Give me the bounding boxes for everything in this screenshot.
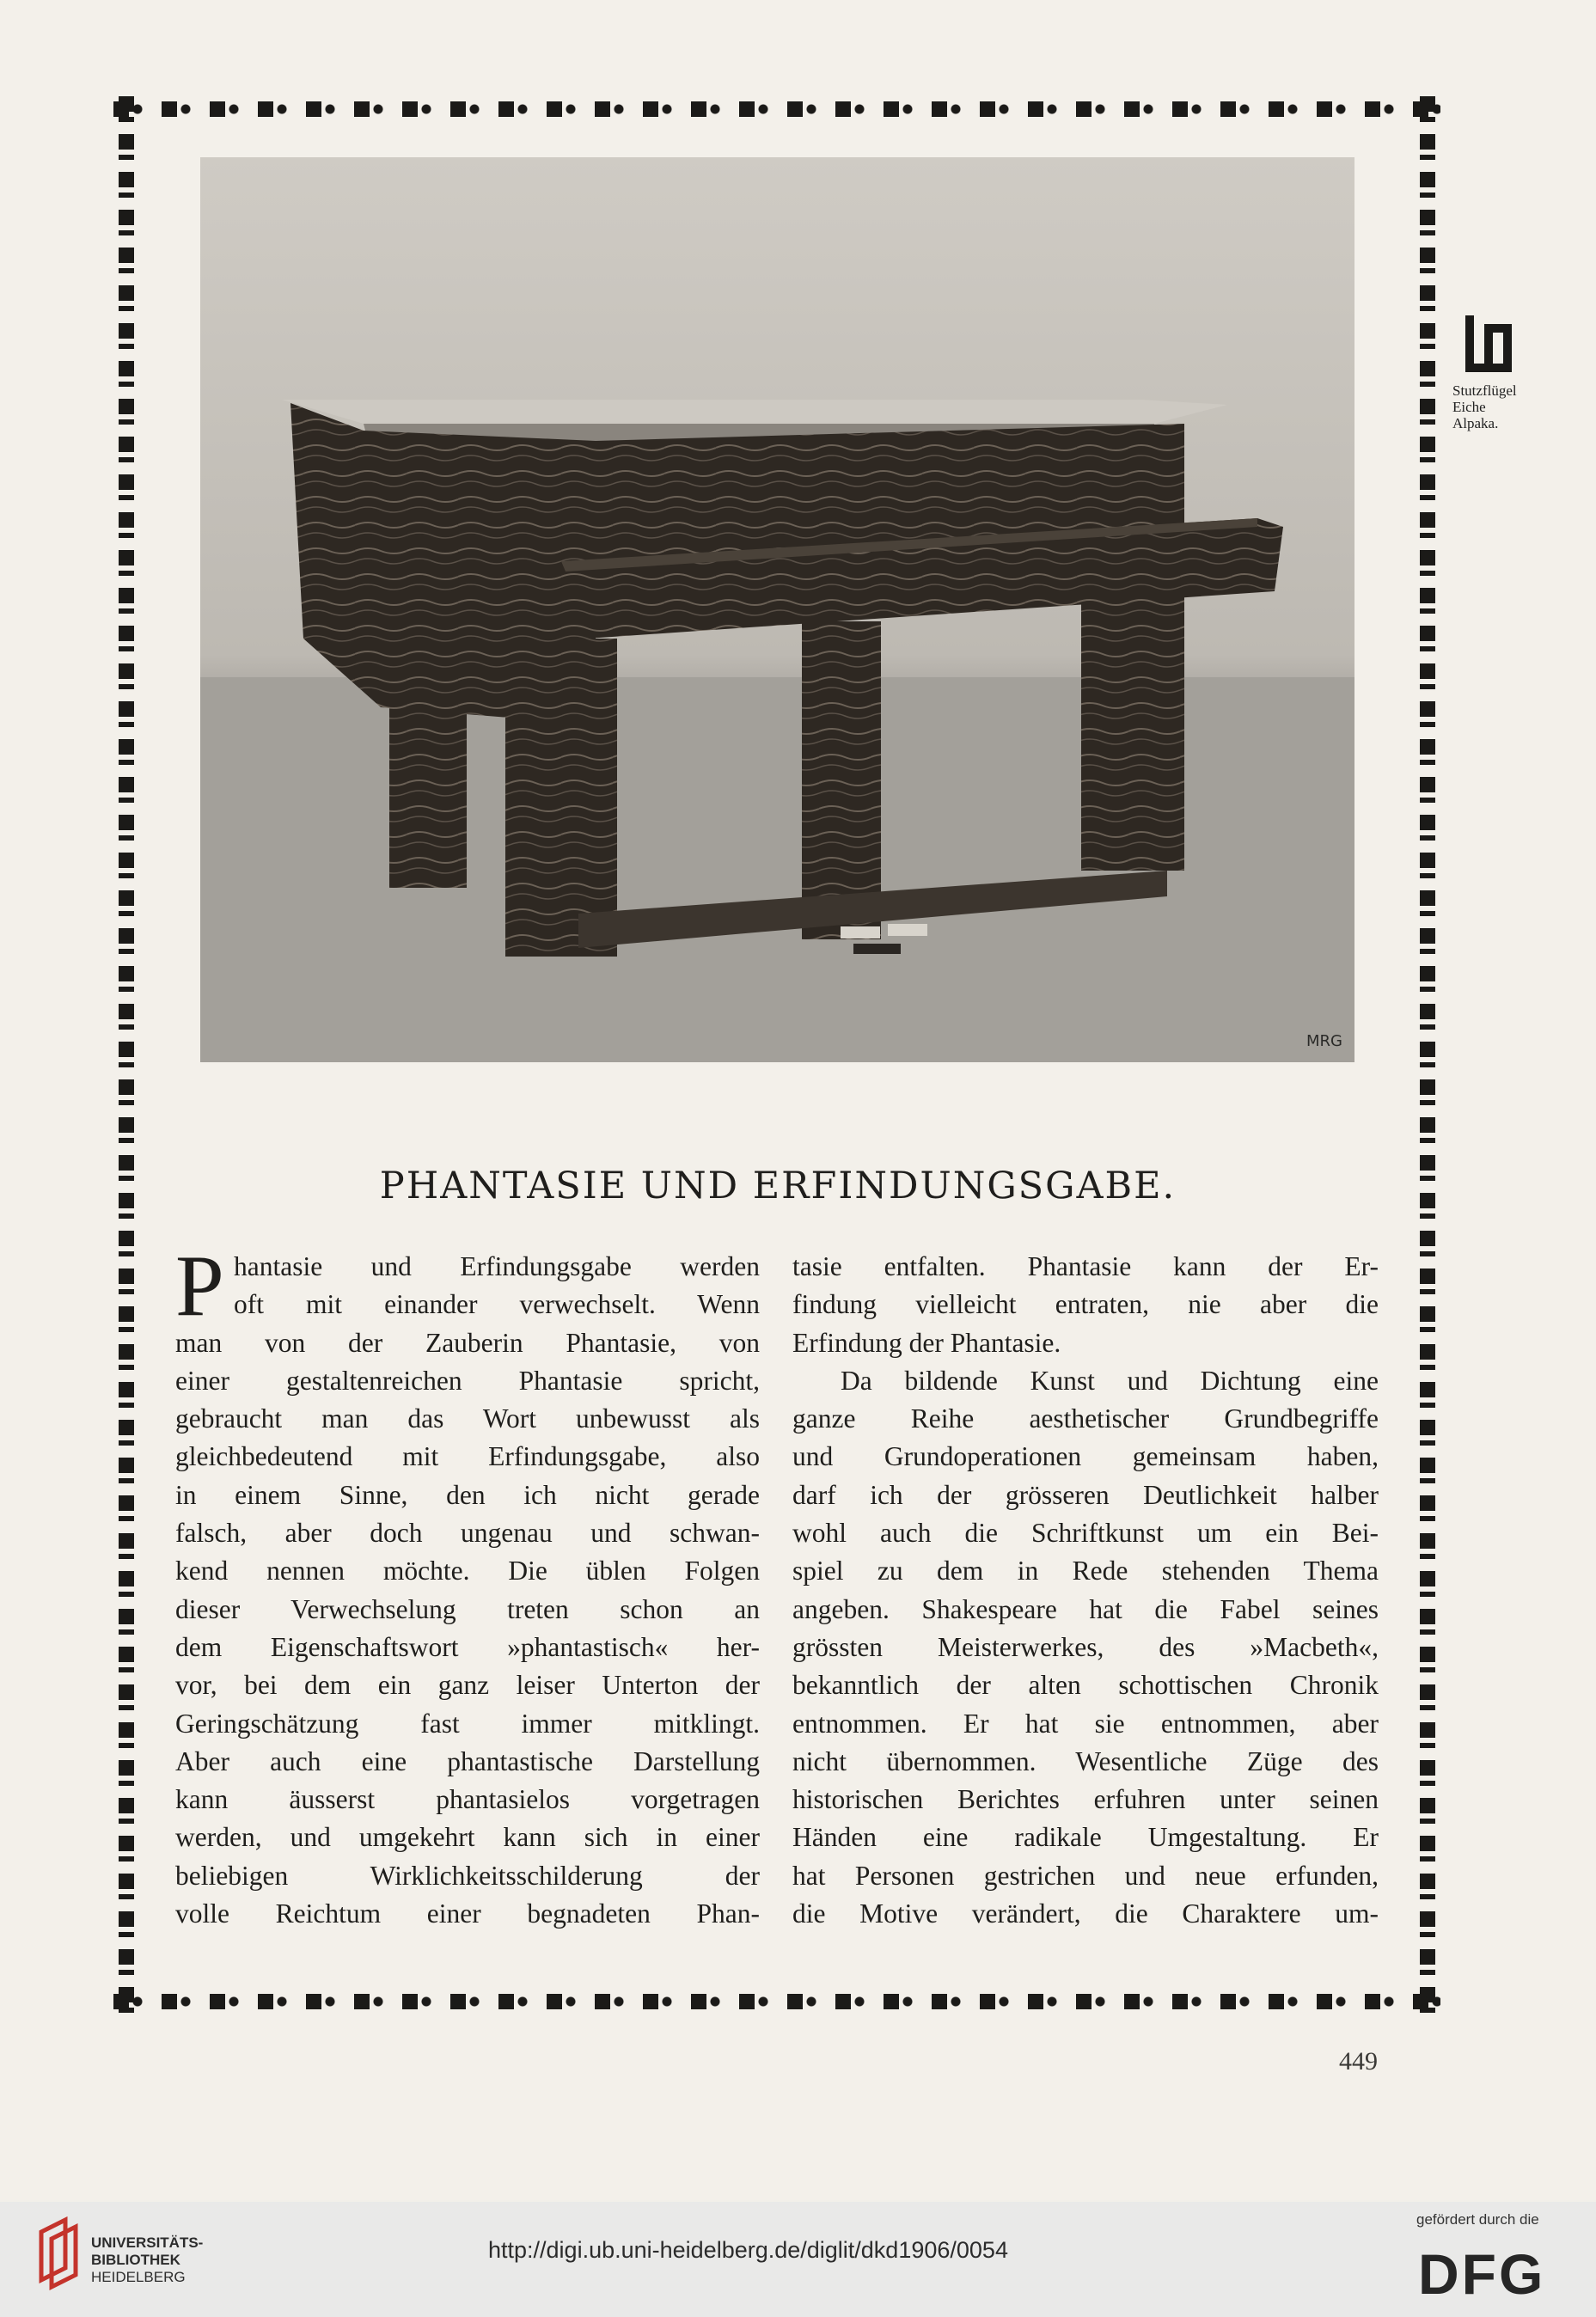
piano-illustration — [200, 157, 1354, 1062]
piano-photo — [200, 157, 1354, 1062]
text-line: Händen eine radikale Umgestaltung. Er — [792, 1822, 1379, 1853]
text-line: falsch, aber doch ungenau und schwan- — [175, 1518, 760, 1549]
drop-cap: P — [175, 1238, 224, 1335]
text-line: grössten Meisterwerkes, des »Macbeth«, — [792, 1631, 1379, 1662]
text-line: beliebigen Wirklichkeitsschilderung der — [175, 1860, 760, 1891]
border-top — [113, 96, 1440, 122]
text-line: Geringschätzung fast immer mitklingt. — [175, 1708, 760, 1739]
text-line: spiel zu dem in Rede stehenden Thema — [792, 1556, 1379, 1586]
text-line: kann äusserst phantasielos vorgetragen — [175, 1784, 760, 1815]
text-line: werden, und umgekehrt kann sich in einer — [175, 1822, 760, 1853]
page-number: 449 — [1339, 2047, 1378, 2076]
caption-line: Eiche — [1452, 399, 1486, 415]
text-line: gebraucht man das Wort unbewusst als — [175, 1403, 760, 1434]
dfg-logo: DFG — [1418, 2242, 1546, 2306]
library-name — [91, 2234, 203, 2286]
right-column — [792, 1248, 1379, 1933]
article-title: PHANTASIE UND ERFINDUNGSGABE. — [379, 1165, 1177, 1207]
university-library-logo-icon — [34, 2216, 86, 2294]
text-line: Da bildende Kunst und Dichtung eine — [841, 1365, 1379, 1396]
text-line: dieser Verwechselung treten schon an — [175, 1593, 760, 1624]
border-left — [113, 96, 139, 2014]
text-line: entnommen. Er hat sie entnommen, aber — [792, 1708, 1379, 1739]
text-line: oft mit einander verwechselt. Wenn — [234, 1289, 760, 1320]
border-bottom — [113, 1989, 1440, 2014]
text-line: die Motive verändert, die Charaktere um- — [792, 1898, 1379, 1929]
caption-line: Stutzflügel — [1452, 382, 1517, 399]
text-line: und Grundoperationen gemeinsam haben, — [792, 1441, 1379, 1472]
text-line: wohl auch die Schriftkunst um ein Bei- — [792, 1518, 1379, 1549]
text-line: findung vielleicht entraten, nie aber die — [792, 1289, 1379, 1320]
text-line: tasie entfalten. Phantasie kann der Er- — [792, 1251, 1379, 1281]
left-column — [175, 1238, 760, 1933]
text-line: in einem Sinne, den ich nicht gerade — [175, 1479, 760, 1510]
library-line: HEIDELBERG — [91, 2269, 186, 2285]
text-line: hantasie und Erfindungsgabe werden — [234, 1251, 760, 1281]
text-line: darf ich der grösseren Deutlichkeit halber — [792, 1479, 1379, 1510]
text-line: Erfindung der Phantasie. — [792, 1327, 1061, 1358]
photo-signature: MRG — [1306, 1032, 1342, 1050]
text-line: ganze Reihe aesthetischer Grundbegriffe — [792, 1403, 1379, 1434]
text-line: historischen Berichtes erfuhren unter seinen — [792, 1784, 1379, 1815]
monogram-icon — [1464, 314, 1513, 374]
text-line: hat Personen gestrichen und neue erfunden, — [792, 1860, 1379, 1891]
text-line: man von der Zauberin Phantasie, von — [175, 1327, 760, 1358]
library-line: BIBLIOTHEK — [91, 2252, 180, 2268]
border-right — [1415, 96, 1440, 2014]
text-line: gleichbedeutend mit Erfindungsgabe, also — [175, 1441, 760, 1472]
library-line: UNIVERSITÄTS- — [91, 2234, 204, 2251]
text-line: nicht übernommen. Wesentliche Züge des — [792, 1745, 1379, 1776]
digital-copy-link[interactable]: http://digi.ub.uni-heidelberg.de/diglit/dkd1906/0054 — [488, 2237, 1008, 2263]
side-caption — [1452, 382, 1556, 431]
funding-label: gefördert durch die — [1416, 2211, 1539, 2228]
text-line: bekanntlich der alten schottischen Chronik — [792, 1670, 1379, 1701]
caption-line: Alpaka. — [1452, 415, 1499, 431]
text-line: angeben. Shakespeare hat die Fabel seines — [792, 1593, 1379, 1624]
text-line: volle Reichtum einer begnadeten Phan- — [175, 1898, 760, 1929]
text-line: einer gestaltenreichen Phantasie spricht, — [175, 1365, 760, 1396]
text-line: kend nennen möchte. Die üblen Folgen — [175, 1556, 760, 1586]
text-line: dem Eigenschaftswort »phantastisch« her- — [175, 1631, 760, 1662]
text-line: vor, bei dem ein ganz leiser Unterton der — [175, 1670, 760, 1701]
text-line: Aber auch eine phantastische Darstellung — [175, 1745, 760, 1776]
